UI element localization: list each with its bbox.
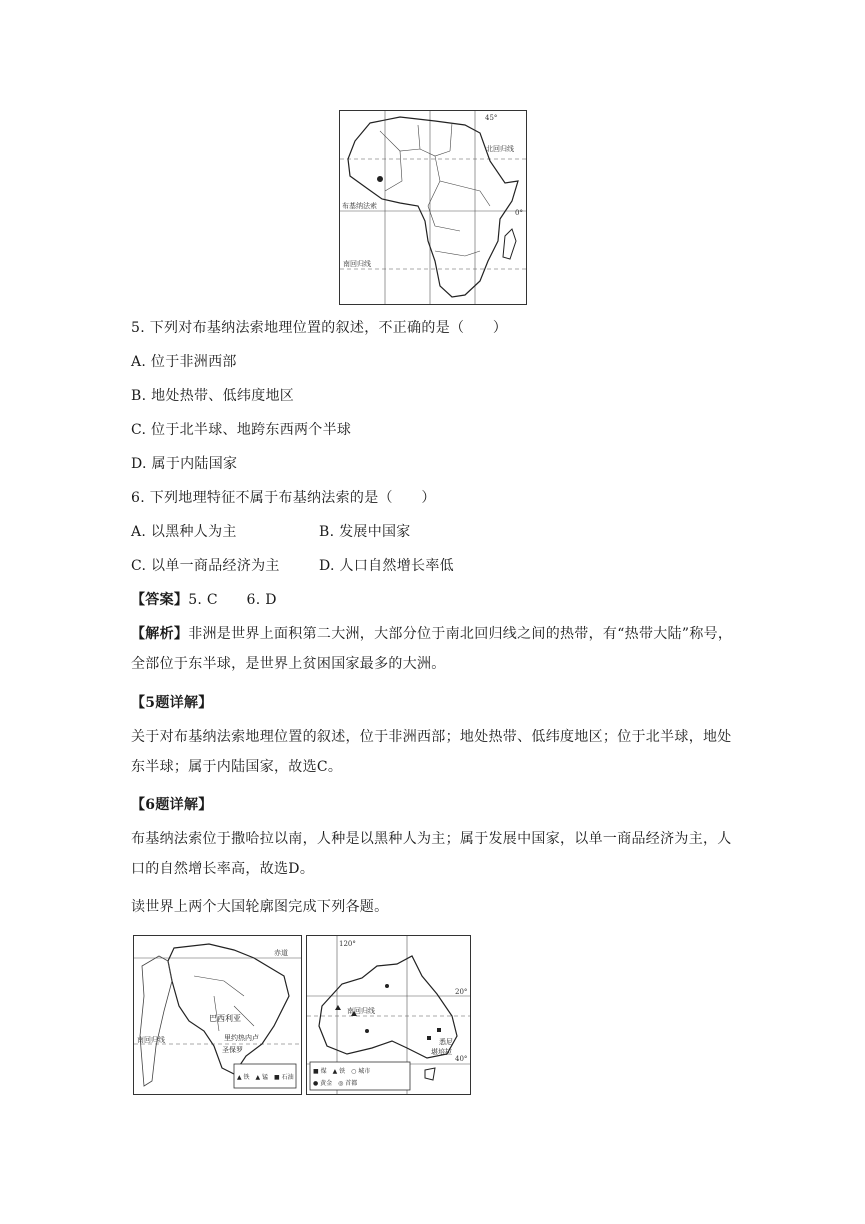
aus-canberra-label: 堪培拉: [431, 1048, 452, 1056]
detail6-heading: 【6题详解】: [131, 797, 213, 813]
q6-option-d: D. 人口自然增长率低: [319, 558, 454, 574]
aus-lon-label: 120°: [339, 940, 356, 948]
q5-option-d: D. 属于内陆国家: [131, 456, 238, 472]
africa-zero-label: 0°: [515, 209, 523, 217]
aus-lat20-label: 20°: [455, 988, 468, 996]
q5-option-a: A. 位于非洲西部: [131, 354, 237, 370]
q5-option-b: B. 地处热带、低纬度地区: [131, 388, 295, 404]
q6-options-row1: [131, 522, 411, 542]
brazil-equator-label: 赤道: [274, 949, 288, 957]
answer-label: 【答案】: [131, 592, 189, 608]
analysis-text: 非洲是世界上面积第二大洲，大部分位于南北回归线之间的热带，有“热带大陆”称号，全部位于东半球，是世界上贫困国家最多的大洲。: [131, 626, 733, 672]
q6-option-c: C. 以单一商品经济为主: [131, 558, 280, 574]
aus-legend-1: ■ 煤 ▲ 铁 ○ 城市: [313, 1068, 371, 1075]
aus-tropic-label: 南回归线: [347, 1007, 375, 1015]
africa-burkina-label: 布基纳法索: [342, 202, 377, 210]
aus-legend-2: ● 黄金 ◎ 首都: [313, 1080, 358, 1087]
brazil-rio-label: 里约热内卢: [224, 1034, 259, 1042]
intro-line: 读世界上两个大国轮廓图完成下列各题。: [131, 899, 389, 915]
australia-map: [306, 935, 471, 1095]
q5-stem: 5. 下列对布基纳法索地理位置的叙述，不正确的是（ ）: [131, 320, 508, 336]
detail5-text: 关于对布基纳法索地理位置的叙述，位于非洲西部；地处热带、低纬度地区；位于北半球，地处东半球；属于内陆国家，故选C。: [131, 729, 732, 775]
africa-north-tropic-label: 北回归线: [486, 145, 514, 153]
brazil-tropic-label: 南回归线: [137, 1036, 165, 1044]
brazil-saopaulo-label: 圣保罗: [222, 1046, 243, 1054]
detail5-heading: 【5题详解】: [131, 695, 213, 711]
answer-line: [131, 590, 277, 610]
africa-map-drawing: [340, 111, 526, 304]
q6-option-b: B. 发展中国家: [319, 524, 411, 540]
q6-option-a: A. 以黑种人为主: [131, 524, 237, 540]
analysis-paragraph: [131, 619, 741, 679]
australia-map-drawing: [307, 936, 470, 1094]
aus-lat40-label: 40°: [455, 1055, 468, 1063]
detail6-text: 布基纳法索位于撒哈拉以南，人种是以黑种人为主；属于发展中国家，以单一商品经济为主，人口的自然增长率高，故选D。: [131, 831, 732, 877]
q5-option-c: C. 位于北半球、地跨东西两个半球: [131, 422, 352, 438]
brazil-map-drawing: [134, 936, 301, 1094]
brazil-legend: ▲ 铁 ▲ 锰 ■ 石油: [237, 1074, 294, 1081]
brazil-map: [133, 935, 302, 1095]
africa-lon-label: 45°: [485, 114, 498, 122]
q6-options-row2: [131, 556, 454, 576]
africa-south-tropic-label: 南回归线: [343, 260, 371, 268]
q6-stem: 6. 下列地理特征不属于布基纳法索的是（ ）: [131, 490, 436, 506]
aus-sydney-label: 悉尼: [439, 1038, 453, 1046]
brazil-capital-label: 巴西利亚: [209, 1014, 241, 1023]
analysis-label: 【解析】: [131, 626, 189, 642]
africa-map: [339, 110, 527, 305]
answer-text: 5. C 6. D: [188, 592, 277, 608]
